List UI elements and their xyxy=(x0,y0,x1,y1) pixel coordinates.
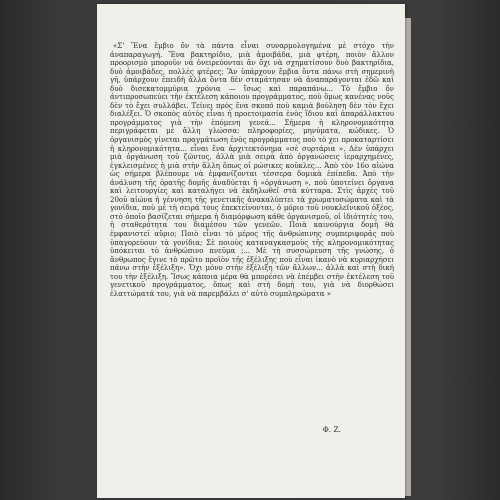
book-back-cover xyxy=(97,4,405,498)
author-initials: Φ. Ζ. xyxy=(322,425,341,434)
blurb-text: «Σ' Ἕνα ἔμβιο ὄν τὰ πάντα εἶναι συναρμολογημένα μὲ στόχο τὴν ἀναπαραγωγή. Ἕνα βακτηρίδιο, μιὰ ἀμοιβάδα, μιὰ φτέρη, ποιὸν ἄλλον προορισμὸ μποροῦν νὰ ὀνειρεύονται ἂν ὄχι νὰ σχηματίσουν δυὸ βακτηρίδια, δυὸ ἀμοιβάδες, πολλὲς φτέρες; Ἂν ὑπάρχουν ἔμβια ὄντα πάνω στὴ σημερινὴ γῆ, ὑπάρχουν ἐπειδὴ ἄλλα ὄντα δὲν σταμάτησαν νὰ ἀναπαράγονται ἐδῶ καὶ δυὸ δισεκατομμύρια χρόνια — ἴσως καὶ παραπάνω... Τὸ ἔμβιο ὄν ἀντιπροσωπεύει τὴν ἐκτέλεση κάποιου προγράμματος, ποὺ ὅμως κανένας νοῦς δὲν τὸ ἔχει συλλάβει. Τείνει πρὸς ἕνα σκοπό ποὺ καμιὰ βούληση δὲν τὸν ἔχει διαλέξει. Ὁ σκοπὸς αὐτὸς εἶναι ἡ προετοιμασία ἑνὸς ἴδιου καὶ ἀπαράλλακτου προγράμματος γιὰ τὴν ἑπόμενη γενεά... Σήμερα ἡ κληρονομικότητα περιγράφεται μὲ ἄλλη γλώσσα: πληροφορίες, μηνύματα, κώδικες. Ὁ ὀργανισμὸς γίνεται πραγμάτωση ἑνὸς προγράμματος ποὺ τὸ χει προκαταρτίσει ἡ κληρονομικότητα... εἶναι ἕνα ἀρχιτεκτόνημα «σὲ συρτάρια ». Δὲν ὑπάρχει μιὰ ὀργάνωση τοῦ ζῶντος, ἀλλὰ μιὰ σειρὰ ἀπὸ ὀργανώσεις ἱεραρχημένες, ἐγκλεισμένες ἡ μιὰ στὴν ἄλλη ὅπως οἱ ρώσικες κοῦκλες... Ἀπὸ τὸν 16ο αἰώνα ὡς σήμερα βλέπουμε νὰ ἐμφανίζονται τέσσερα δομικὰ ἐπίπεδα. Ἀπὸ τὴν ἀνάλυση τῆς ὁρατῆς δομῆς ἀναδύεται ἡ «ὀργάνωση », ποὺ ὑποτείνει ὄργανα καὶ λειτουργίες καὶ καταλήγει νὰ ἐκδηλωθεῖ στὰ κύτταρα. Στὶς ἀρχὲς τοῦ 20οῦ αἰώνα ἡ γέννηση τῆς γενετικῆς ἀνακαλύπτει τὰ χρωματοσώματα καὶ τὰ γονίδια, ποὺ μὲ τὴ σειρά τους ἐπεκτείνονται, ὁ μόριο τοῦ νουκλεϊνικοῦ ὀξέος, στὸ ὁποῖο βασίζεται σήμερα ἡ διαμόρφωση κάθε ὀργανισμοῦ, οἱ ἰδιότητές του, ἡ σταθερότητα του διαμέσου τῶν γενεῶν. Ποιὰ καινούργια δομὴ θὰ ἐμφανιστεῖ αὔριο; Ποιὸ εἶναι τὸ μέρος τῆς ἀνθρώπινης συμπεριφορᾶς ποὺ ὑπαγορεύουν τὰ γονίδια; Σὲ ποιοὺς καταναγκασμοὺς τῆς κληρονομικότητας ὑπόκειται τὸ ἀνθρώπινο πνεῦμα ;... Μὲ τὴ συσσώρευση τῆς γνώσης, ὁ ἄνθρωπος ἔγινε τὸ πρῶτο προϊὸν τῆς ἐξέλιξης ποὺ εἶναι ἱκανὸ νὰ κυριαρχήσει πάνω στὴν ἐξέλιξη». Ὄχι μόνο στὴν ἐξέλιξη τῶν ἄλλων... ἀλλὰ καὶ στὴ δική του τὴν ἐξέλιξη. Ἴσως κάποια μέρα θὰ μπορέσει νὰ ἐπέμβει στὴν ἐκτέλεση τοῦ γενετικοῦ προγράμματος, ὅπως καὶ στὴ δομή του, γιὰ νὰ διορθώσει ἐλαττώματά του, γιὰ νὰ παρεμβάλει σ' αὐτὸ συμπληρώματα » xyxy=(110,42,394,298)
